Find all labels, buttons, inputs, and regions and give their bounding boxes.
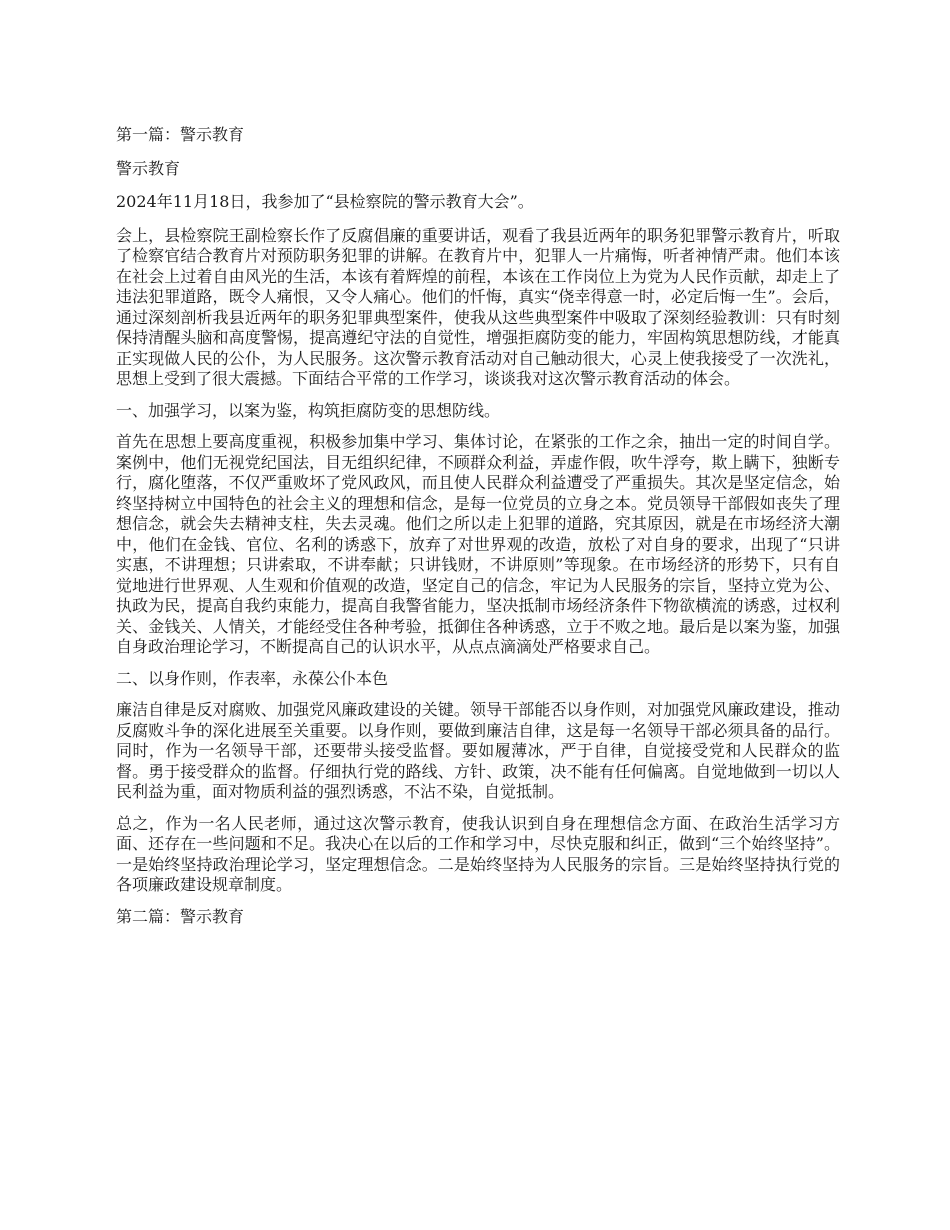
section1-heading: 一、加强学习，以案为鉴，构筑拒腐防变的思想防线。 — [116, 400, 501, 420]
section2-heading: 二、以身作则，作表率，永葆公仆本色 — [116, 668, 389, 688]
date-line: 2024年11月18日，我参加了“县检察院的警示教育大会”。 — [116, 192, 534, 211]
document-page — [116, 125, 840, 938]
section2-paragraph: 廉洁自律是反对腐败、加强党风廉政建设的关键。领导干部能否以身作则，对加强党风廉政建设，推动反腐败斗争的深化进展至关重要。以身作则，要做到廉洁自律，这是每一名领导干部必须具备的品行。同时，作为一名领导干部，还要带头接受监督。要如履薄冰，严于自律，自觉接受党和人民群众的监督。勇于接受群众的监督。仔细执行党的路线、方针、政策，决不能有任何偏离。自觉地做到一切以人民利益为重，面对物质利益的强烈诱惑，不沾不染，自觉抵制。 — [116, 700, 840, 801]
part1-title: 第一篇：警示教育 — [116, 125, 245, 144]
intro-paragraph: 会上，县检察院王副检察长作了反腐倡廉的重要讲话，观看了我县近两年的职务犯罪警示教育片，听取了检察官结合教育片对预防职务犯罪的讲解。在教育片中，犯罪人一片痛悔，听者神情严肃。他们本该在社会上过着自由风光的生活，本该有着辉煌的前程，本该在工作岗位上为党为人民作贡献，却走上了违法犯罪道路，既令人痛恨，又令人痛心。他们的忏悔，真实“侥幸得意一时，必定后悔一生”。会后，通过深刻剖析我县近两年的职务犯罪典型案件，使我从这些典型案件中吸取了深刻经验教训：只有时刻保持清醒头脑和高度警惕，提高遵纪守法的自觉性，增强拒腐防变的能力，牢固构筑思想防线，才能真正实现做人民的公仆，为人民服务。这次警示教育活动对自己触动很大，心灵上使我接受了一次洗礼，思想上受到了很大震撼。下面结合平常的工作学习，谈谈我对这次警示教育活动的体会。 — [116, 225, 840, 388]
part2-title: 第二篇：警示教育 — [116, 906, 245, 926]
conclusion-paragraph: 总之，作为一名人民老师，通过这次警示教育，使我认识到自身在理想信念方面、在政治生活学习方面、还存在一些问题和不足。我决心在以后的工作和学习中，尽快克服和纠正，做到“三个始终坚持”。一是始终坚持政治理论学习，坚定理想信念。二是始终坚持为人民服务的宗旨。三是始终坚持执行党的各项廉政建设规章制度。 — [116, 813, 840, 894]
section1-paragraph: 首先在思想上要高度重视，积极参加集中学习、集体讨论，在紧张的工作之余，抽出一定的时间自学。案例中，他们无视党纪国法，目无组织纪律，不顾群众利益，弄虚作假，吹牛浮夸，欺上瞒下，独断专行，腐化堕落，不仅严重败坏了党风政风，而且使人民群众利益遭受了严重损失。其次是坚定信念，始终坚持树立中国特色的社会主义的理想和信念，是每一位党员的立身之本。党员领导干部假如丧失了理想信念，就会失去精神支柱，失去灵魂。他们之所以走上犯罪的道路，究其原因，就是在市场经济大潮中，他们在金钱、官位、名利的诱惑下，放弃了对世界观的改造，放松了对自身的要求，出现了“只讲实惠，不讲理想；只讲索取，不讲奉献；只讲钱财，不讲原则”等现象。在市场经济的形势下，只有自觉地进行世界观、人生观和价值观的改造，坚定自己的信念，牢记为人民服务的宗旨，坚持立党为公、执政为民，提高自我约束能力，提高自我警省能力，坚决抵制市场经济条件下物欲横流的诱惑，过权利关、金钱关、人情关，才能经受住各种考验，抵御住各种诱惑，立于不败之地。最后是以案为鉴，加强自身政治理论学习，不断提高自己的认识水平，从点点滴滴处严格要求自己。 — [116, 432, 840, 656]
document-title: 警示教育 — [116, 158, 181, 178]
